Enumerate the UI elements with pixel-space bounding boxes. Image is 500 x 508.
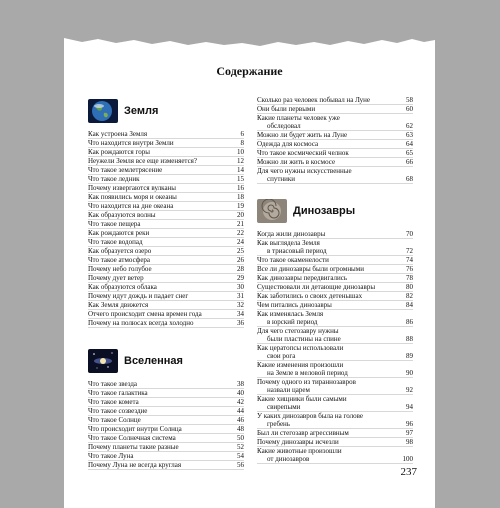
toc-entry [257, 344, 413, 361]
toc-entry-page: 84 [406, 301, 413, 309]
toc-entry-page: 100 [402, 455, 413, 463]
toc-entry-title: Что такое Луна [88, 452, 134, 460]
toc-entry-page: 21 [237, 220, 244, 228]
toc-entry-title: Что такое созвездие [88, 407, 148, 415]
toc-entry-title: У каких динозавров была на голове гребень [257, 412, 363, 428]
toc-entry-title: Что такое водопад [88, 238, 143, 246]
toc-entry-title: Почему небо голубое [88, 265, 152, 273]
toc-entry-title: Как рождаются горы [88, 148, 150, 156]
toc-entry [88, 452, 244, 461]
toc-entry-page: 86 [406, 318, 413, 326]
toc-entry [257, 395, 413, 412]
toc-entry-title: Почему динозавры исчезли [257, 438, 339, 446]
toc-entry [88, 211, 244, 220]
toc-entry-page: 28 [237, 265, 244, 273]
toc-entry-page: 88 [406, 335, 413, 343]
toc-entry-page: 94 [406, 403, 413, 411]
toc-entry-title: Сколько раз человек побывал на Луне [257, 96, 371, 104]
toc-entry-title: Можно ли жить в космосе [257, 158, 336, 166]
toc-entry-title: Какие изменения произошли на Земле в меловой период [257, 361, 348, 377]
toc-entry-title: Что такое атмосфера [88, 256, 151, 264]
toc-entry-title: Что такое галактика [88, 389, 148, 397]
toc-entry-page: 56 [237, 461, 244, 469]
toc-entry [88, 247, 244, 256]
toc-entry-page: 30 [237, 283, 244, 291]
toc-entry [88, 256, 244, 265]
toc-entry [257, 167, 413, 184]
toc-entry-page: 54 [237, 452, 244, 460]
toc-entry [88, 139, 244, 148]
toc-entry [88, 380, 244, 389]
toc-entry-title: Почему одного из тираннозавров назвали царем [257, 378, 356, 394]
section-heading: Земля [124, 105, 159, 117]
toc-entry [257, 114, 413, 131]
toc-entry-page: 26 [237, 256, 244, 264]
toc-entry-title: Как образуются волны [88, 211, 156, 219]
toc-entry-title: Можно ли будет жить на Луне [257, 131, 348, 139]
toc-entry-page: 19 [237, 202, 244, 210]
page-number: 237 [400, 466, 417, 478]
entry-list-dinosaurs [257, 230, 413, 464]
toc-entry-page: 12 [237, 157, 244, 165]
toc-entry [88, 202, 244, 211]
toc-entry [88, 398, 244, 407]
toc-entry-page: 25 [237, 247, 244, 255]
toc-entry-title: Как изменялась Земля в юрский период [257, 310, 324, 326]
toc-entry-page: 89 [406, 352, 413, 360]
toc-entry [88, 166, 244, 175]
toc-entry-title: Когда жили динозавры [257, 230, 326, 238]
torn-edge [64, 18, 435, 50]
toc-entry [88, 184, 244, 193]
toc-entry [257, 378, 413, 395]
toc-entry-page: 64 [406, 140, 413, 148]
toc-entry-page: 65 [406, 149, 413, 157]
toc-entry-page: 48 [237, 425, 244, 433]
toc-entry-title: Какие животные произошли от динозавров [257, 447, 342, 463]
toc-entry [88, 434, 244, 443]
toc-entry [257, 158, 413, 167]
toc-entry-title: Что находится внутри Земли [88, 139, 174, 147]
toc-entry-title: Как образуются облака [88, 283, 157, 291]
toc-entry-page: 66 [406, 158, 413, 166]
toc-entry [88, 193, 244, 202]
toc-entry-title: Что такое комета [88, 398, 139, 406]
toc-entry [88, 229, 244, 238]
toc-entry [257, 429, 413, 438]
toc-entry [88, 283, 244, 292]
toc-entry [88, 416, 244, 425]
toc-entry-page: 34 [237, 310, 244, 318]
toc-entry [257, 230, 413, 239]
toc-entry-page: 98 [406, 438, 413, 446]
toc-entry [257, 412, 413, 429]
toc-entry-page: 8 [240, 139, 244, 147]
entry-list-earth [88, 130, 244, 328]
toc-entry-page: 24 [237, 238, 244, 246]
toc-entry [257, 361, 413, 378]
toc-entry-title: Что такое звезда [88, 380, 138, 388]
toc-entry-page: 44 [237, 407, 244, 415]
toc-entry [88, 319, 244, 328]
section-header-universe [88, 346, 244, 376]
toc-entry [257, 274, 413, 283]
toc-entry [88, 301, 244, 310]
toc-entry [88, 148, 244, 157]
toc-entry-page: 52 [237, 443, 244, 451]
toc-entry [88, 407, 244, 416]
section-header-dinosaurs [257, 196, 413, 226]
toc-entry-page: 10 [237, 148, 244, 156]
toc-entry [88, 292, 244, 301]
toc-entry [88, 461, 244, 470]
left-column [88, 96, 244, 470]
toc-entry-page: 32 [237, 301, 244, 309]
toc-entry-title: Как Земля движется [88, 301, 149, 309]
toc-entry-title: Почему идут дождь и падает снег [88, 292, 189, 300]
toc-entry [88, 238, 244, 247]
toc-entry-title: Неужели Земля все еще изменяется? [88, 157, 198, 165]
toc-entry-title: Как заботились о своих детенышах [257, 292, 363, 300]
toc-entry-page: 60 [406, 105, 413, 113]
toc-entry-page: 16 [237, 184, 244, 192]
toc-entry-page: 76 [406, 265, 413, 273]
toc-entry-page: 80 [406, 283, 413, 291]
toc-entry-title: Что происходит внутри Солнца [88, 425, 182, 433]
toc-entry [257, 239, 413, 256]
book-page [64, 18, 435, 508]
toc-entry-title: Для чего нужны искусственные спутники [257, 167, 352, 183]
toc-entry-title: Что такое окаменелости [257, 256, 329, 264]
toc-entry [257, 140, 413, 149]
toc-entry-page: 40 [237, 389, 244, 397]
toc-entry-title: Как динозавры передвигались [257, 274, 348, 282]
toc-entry [88, 175, 244, 184]
toc-entry [88, 130, 244, 139]
right-column [257, 96, 413, 464]
toc-entry [88, 443, 244, 452]
toc-entry-page: 42 [237, 398, 244, 406]
toc-entry-title: Что такое Солнечная система [88, 434, 176, 442]
toc-entry-title: Что такое пещера [88, 220, 141, 228]
page-title: Содержание [216, 64, 283, 78]
toc-entry-title: Они были первыми [257, 105, 316, 113]
toc-entry-title: Все ли динозавры были огромными [257, 265, 364, 273]
toc-entry [257, 265, 413, 274]
toc-entry-page: 68 [406, 175, 413, 183]
toc-entry-title: Что такое Солнце [88, 416, 141, 424]
toc-entry [88, 274, 244, 283]
toc-entry [257, 105, 413, 114]
toc-entry-title: Как образуется озеро [88, 247, 152, 255]
toc-entry [88, 157, 244, 166]
toc-entry-page: 74 [406, 256, 413, 264]
toc-entry-page: 46 [237, 416, 244, 424]
toc-entry [257, 131, 413, 140]
toc-entry-page: 38 [237, 380, 244, 388]
toc-entry-page: 97 [406, 429, 413, 437]
toc-entry [257, 438, 413, 447]
toc-entry-title: Чем питались динозавры [257, 301, 332, 309]
toc-entry [257, 149, 413, 158]
toc-entry-title: Что такое землетрясение [88, 166, 163, 174]
toc-entry-title: Что такое ледник [88, 175, 140, 183]
toc-entry-title: Почему извергаются вулканы [88, 184, 177, 192]
toc-entry-page: 62 [406, 122, 413, 130]
toc-entry [88, 310, 244, 319]
toc-entry-title: Какие планеты человек уже обследовал [257, 114, 340, 130]
toc-entry-title: Был ли стегозавр агрессивным [257, 429, 349, 437]
toc-entry-page: 58 [406, 96, 413, 104]
toc-entry [257, 256, 413, 265]
toc-entry-page: 22 [237, 229, 244, 237]
toc-entry-page: 90 [406, 369, 413, 377]
toc-entry-page: 78 [406, 274, 413, 282]
earth-image [88, 99, 118, 123]
toc-entry-page: 63 [406, 131, 413, 139]
toc-entry-title: Почему Луна не всегда круглая [88, 461, 182, 469]
toc-entry-title: Для чего стегозавру нужны были пластины на спине [257, 327, 341, 343]
toc-entry-page: 70 [406, 230, 413, 238]
toc-entry-title: Как рождаются реки [88, 229, 150, 237]
toc-entry-title: Что такое космический челнок [257, 149, 349, 157]
toc-entry-title: Почему планеты такие разные [88, 443, 179, 451]
toc-entry-page: 6 [240, 130, 244, 138]
toc-entry-page: 36 [237, 319, 244, 327]
toc-entry [257, 327, 413, 344]
toc-entry-page: 50 [237, 434, 244, 442]
toc-entry-page: 15 [237, 175, 244, 183]
toc-entry-title: Как выглядела Земля в триасовый период [257, 239, 327, 255]
toc-entry-page: 29 [237, 274, 244, 282]
toc-entry-title: Почему на полюсах всегда холодно [88, 319, 194, 327]
toc-entry-page: 92 [406, 386, 413, 394]
toc-entry [257, 447, 413, 464]
entry-list-space-continued [257, 96, 413, 184]
toc-entry-title: Как устроена Земля [88, 130, 148, 138]
section-heading: Динозавры [293, 205, 356, 217]
toc-entry [257, 292, 413, 301]
section-header-earth [88, 96, 244, 126]
toc-entry [257, 301, 413, 310]
toc-entry-title: Почему дует ветер [88, 274, 144, 282]
toc-entry-page: 20 [237, 211, 244, 219]
toc-entry [257, 96, 413, 105]
toc-entry [88, 220, 244, 229]
toc-entry-title: Как появились моря и океаны [88, 193, 177, 201]
toc-entry-page: 82 [406, 292, 413, 300]
toc-entry-title: Отчего происходит смена времен года [88, 310, 202, 318]
toc-entry-title: Существовали ли детающие динозавры [257, 283, 376, 291]
toc-entry [88, 389, 244, 398]
section-heading: Вселенная [124, 355, 183, 367]
toc-entry [88, 265, 244, 274]
toc-entry-title: Что находится на дне океана [88, 202, 174, 210]
toc-entry-page: 18 [237, 193, 244, 201]
toc-entry-page: 96 [406, 420, 413, 428]
toc-entry [257, 310, 413, 327]
toc-entry-page: 14 [237, 166, 244, 174]
toc-entry-title: Как цератопсы использовали свои рога [257, 344, 344, 360]
fossil-image [257, 199, 287, 223]
toc-entry [257, 283, 413, 292]
entry-list-universe [88, 380, 244, 470]
toc-entry [88, 425, 244, 434]
toc-entry-title: Какие хищники были самыми свирепыми [257, 395, 347, 411]
toc-entry-page: 72 [406, 247, 413, 255]
toc-entry-page: 31 [237, 292, 244, 300]
toc-entry-title: Одежда для космоса [257, 140, 319, 148]
space-image [88, 349, 118, 373]
